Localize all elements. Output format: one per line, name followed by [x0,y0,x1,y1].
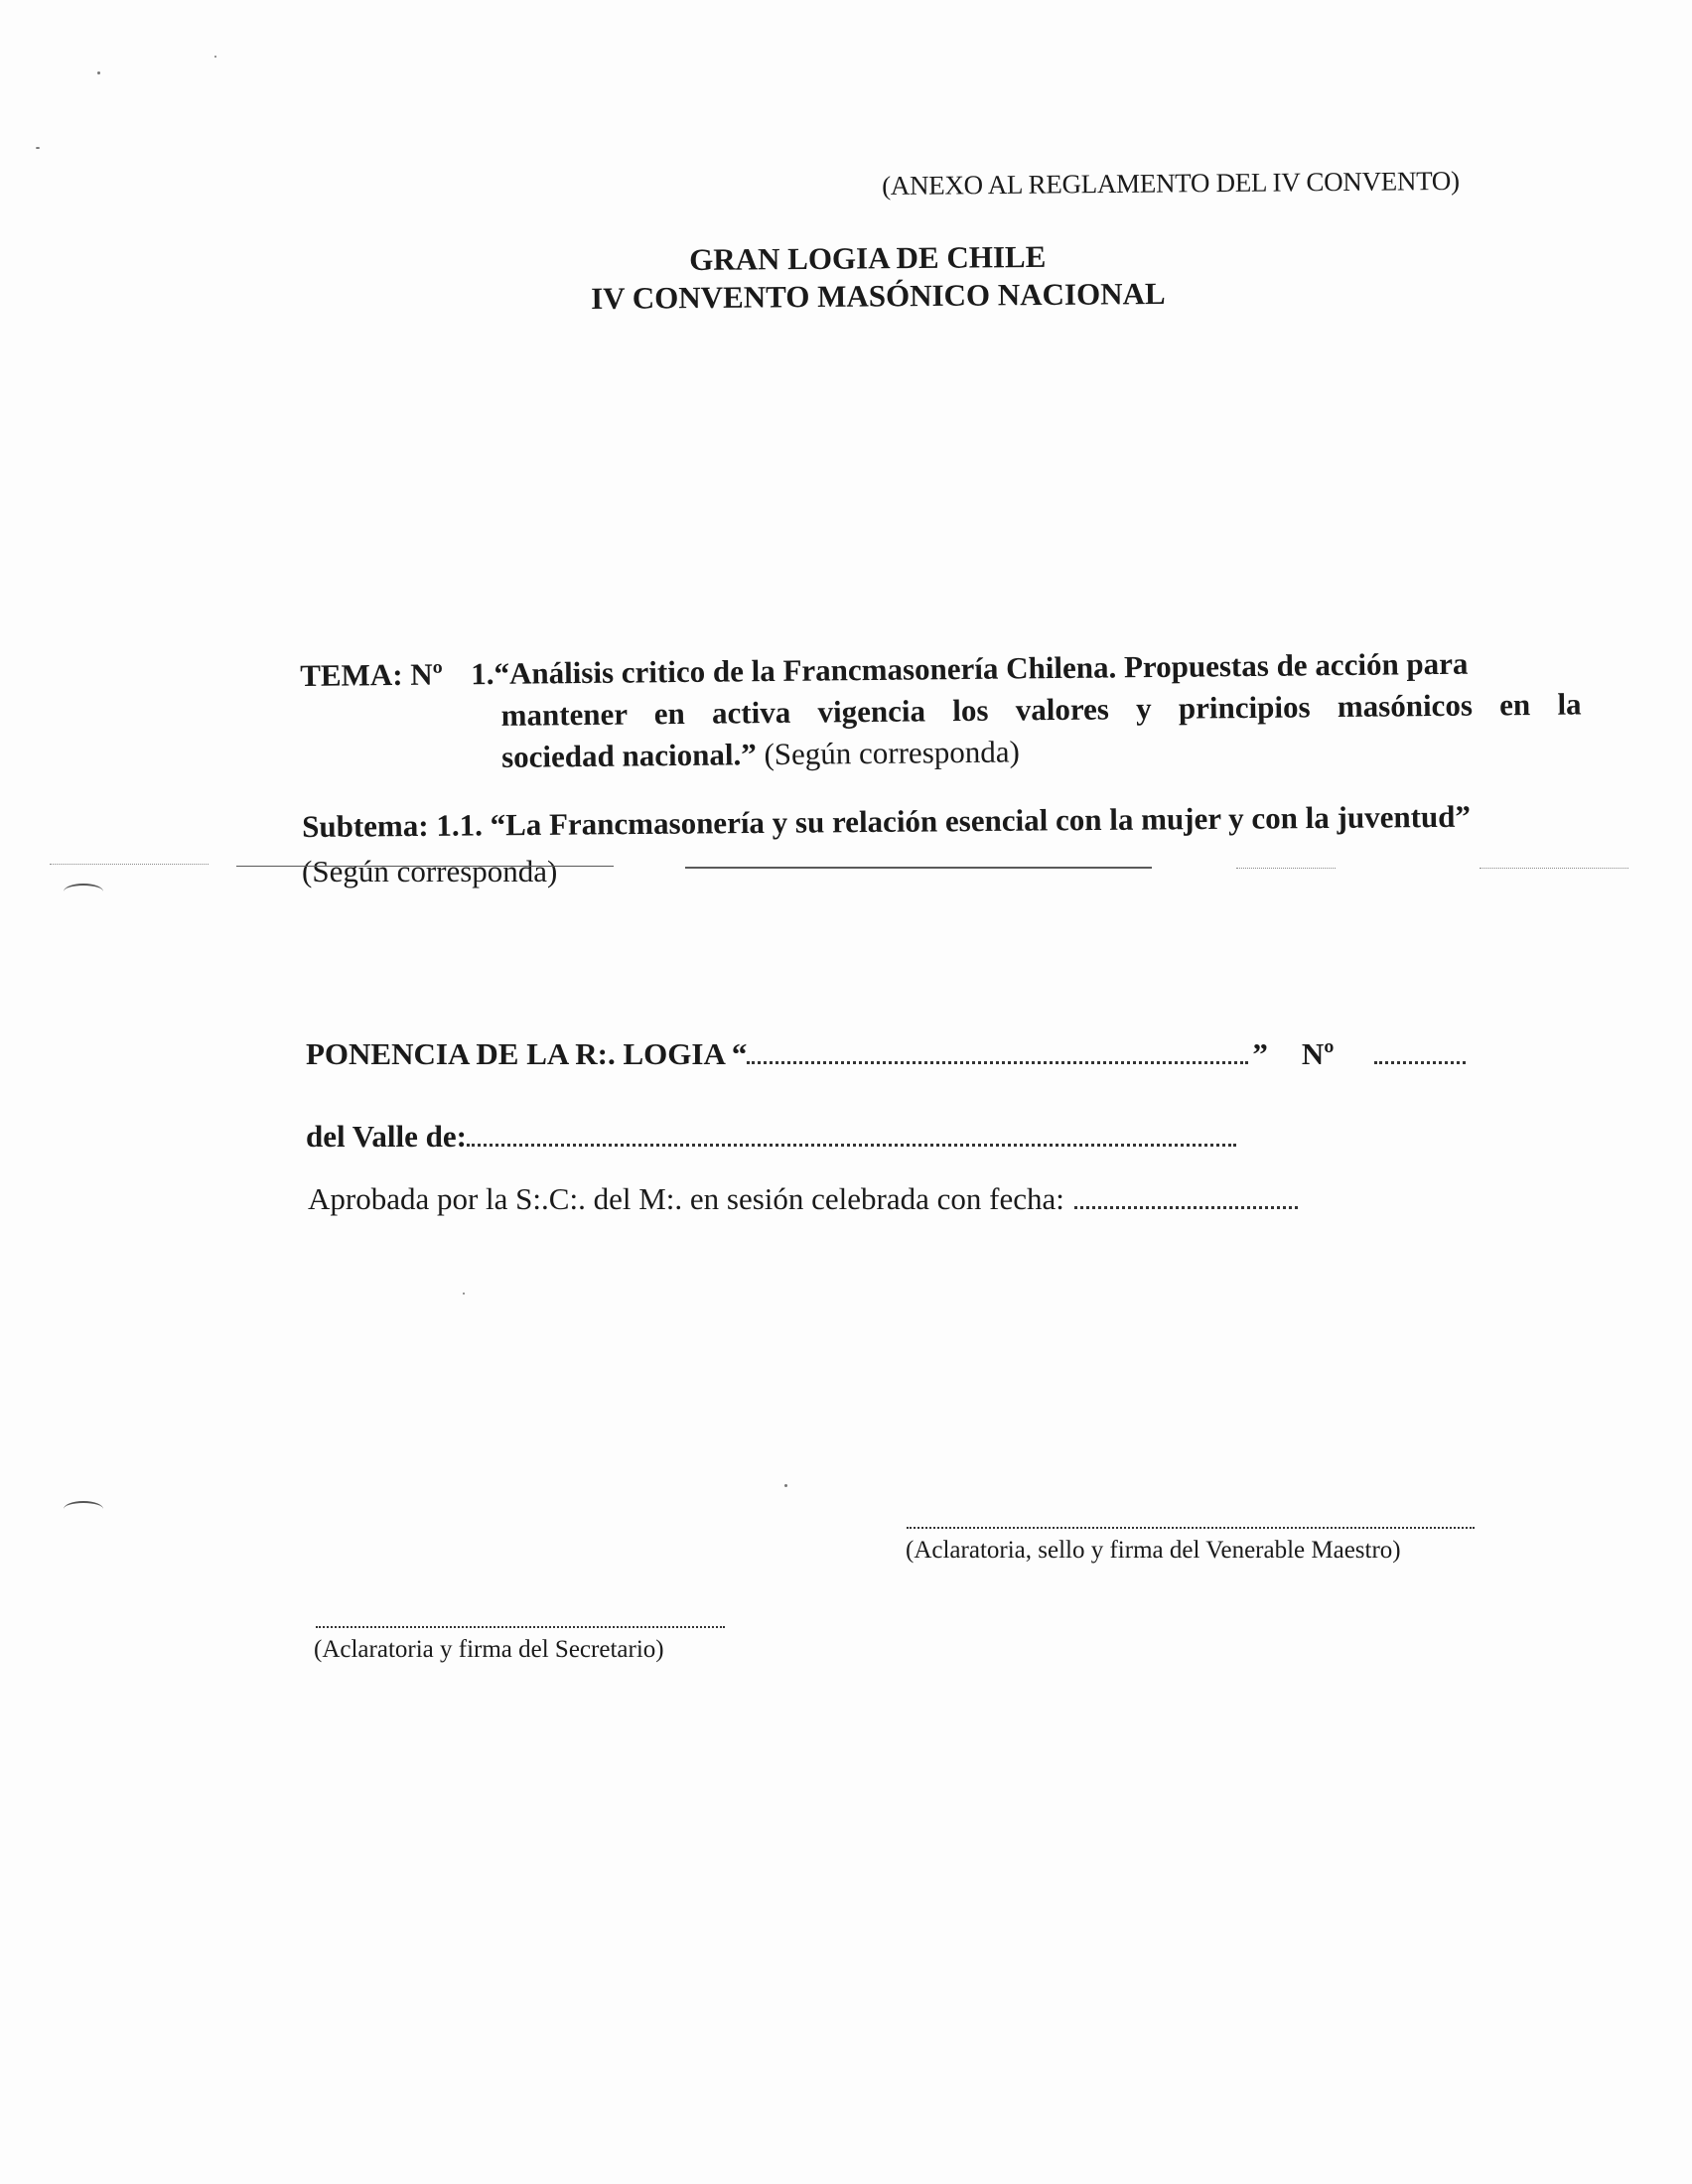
document-title-line1: GRAN LOGIA DE CHILE [689,238,1047,277]
valle-field[interactable] [467,1138,1236,1147]
aprobada-label: Aprobada por la S:.C:. del M:. en sesión celebrada con fecha: [308,1181,1064,1216]
logia-number-field[interactable] [1374,1055,1466,1064]
subtema-note: (Según corresponda) [302,854,558,888]
document-title-line2: IV CONVENTO MASÓNICO NACIONAL [591,275,1166,316]
tema-line-2: mantener en activa vigencia los valores y principios masónicos en la [500,686,1582,733]
venerable-maestro-signature-line[interactable] [907,1527,1475,1529]
subtema-label: Subtema: 1.1. [302,807,484,844]
venerable-maestro-caption: (Aclaratoria, sello y firma del Venerable Maestro) [906,1537,1401,1564]
scan-speck [784,1484,787,1487]
scan-rule-left [50,864,209,865]
scan-mark [64,884,103,899]
scan-rule-right [1480,868,1628,869]
scan-speck [97,71,100,74]
subtema-text: “La Francmasonería y su relación esencial con la mujer y con la juventud” [482,798,1472,843]
valle-label: del Valle de: [306,1119,467,1154]
ponencia-prefix: PONENCIA DE LA R:. LOGIA “ [306,1036,748,1071]
tema-line-3-bold: sociedad nacional.” [500,737,757,774]
scan-rule [685,867,1152,869]
tema-label: TEMA: Nº [300,656,444,693]
scan-mark [64,1501,103,1517]
secretario-signature-line[interactable] [316,1626,725,1628]
ponencia-close-quote: ” [1252,1036,1268,1071]
scan-rule-right [1236,868,1336,869]
secretario-caption: (Aclaratoria y firma del Secretario) [314,1636,664,1663]
scan-speck [214,56,216,58]
scan-speck [36,147,40,149]
aprobada-line [308,1181,1298,1217]
annex-note: (ANEXO AL REGLAMENTO DEL IV CONVENTO) [882,165,1460,201]
scan-rule [236,866,614,867]
tema-line-1: 1.“Análisis critico de la Francmasonería Chilena. Propuestas de acción para [471,645,1469,692]
number-label: Nº [1301,1036,1335,1071]
scan-speck [463,1293,465,1295]
ponencia-line [306,1036,1466,1072]
valle-line [306,1119,1236,1155]
tema-line-3-plain: (Según corresponda) [756,734,1021,772]
logia-name-field[interactable] [747,1055,1248,1064]
fecha-field[interactable] [1074,1200,1298,1209]
subtema-line [302,799,1471,845]
tema-section [300,641,1582,780]
